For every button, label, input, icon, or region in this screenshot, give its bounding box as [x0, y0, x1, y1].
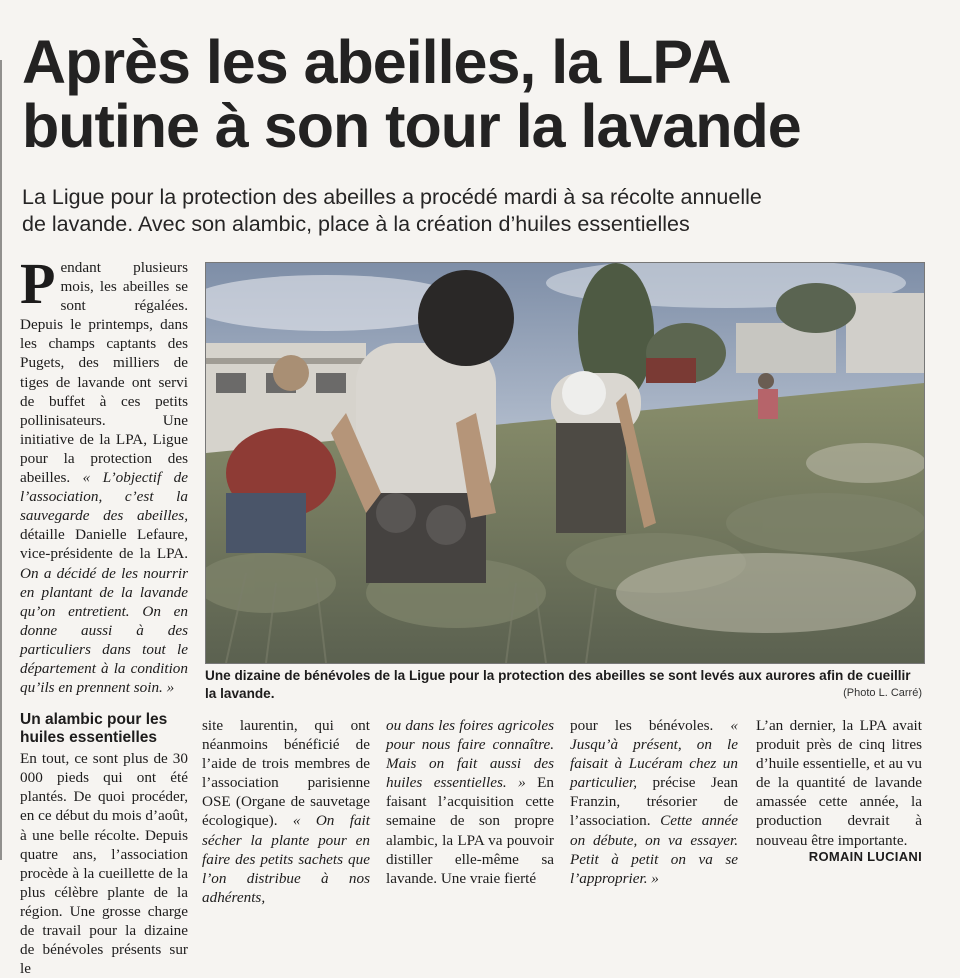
photo-credit: (Photo L. Carré) — [843, 687, 922, 699]
quote-text: ou dans les foires agricoles pour nous faire connaître. Mais on fait aussi des huiles essentielles. » — [386, 717, 554, 792]
intro-paragraph — [20, 251, 188, 697]
article-column-4 — [570, 716, 738, 888]
body-text: pour les bénévoles. — [570, 717, 731, 734]
quote-text: « L’objectif de l’association, c’est la sauvegarde des abeilles, — [20, 469, 188, 525]
lavender-harvest-photo — [205, 262, 925, 664]
attribution-text: précise Jean Franzin, trésorier de l’association. — [570, 774, 738, 830]
drop-cap: P — [20, 251, 56, 316]
article-headline — [22, 30, 942, 158]
quote-text: « Jusqu’à présent, on le faisait à Lucéram chez un particulier, — [570, 717, 738, 792]
article-column-2 — [202, 716, 370, 907]
attribution-text: détaille Danielle Lefaure, vice-présidente de la LPA. — [20, 526, 188, 563]
deck-line-2: de lavande. Avec son alambic, place à la création d’huiles essentielles — [22, 212, 690, 236]
body-paragraph-3 — [386, 716, 554, 888]
article-column-1 — [20, 251, 188, 978]
intro-text: endant plusieurs mois, les abeilles se sont régalées. Depuis le printemps, dans les champs captants des Pugets, des milliers de tiges de lavande ont servi de buffet à ces petits pollinisateurs. Une initiative de la LPA, Ligue pour la protection des abeilles. — [20, 259, 188, 487]
quote-text-2: Cette année on débute, on va essayer. Petit à petit on va se l’approprier. » — [570, 812, 738, 887]
article-deck — [22, 184, 942, 238]
page-edge-divider — [0, 60, 2, 860]
body-text: En faisant l’acquisition cette semaine de son propre alambic, la LPA va pouvoir distiller elle-même sa lavande. Une vraie fierté — [386, 774, 555, 887]
article-column-3 — [386, 716, 554, 888]
body-paragraph-2 — [202, 716, 370, 907]
headline-line-2: butine à son tour la lavande — [22, 92, 801, 160]
body-text: site laurentin, qui ont néanmoins bénéficié de l’aide de trois membres de l’association parisienne OSE (Organe de sauvetage écologique). — [202, 717, 370, 830]
photo-caption: Une dizaine de bénévoles de la Ligue pour la protection des abeilles se sont levés aux aurores afin de cueillir la lavande. — [205, 668, 911, 701]
deck-line-1: La Ligue pour la protection des abeilles a procédé mardi à sa récolte annuelle — [22, 185, 762, 209]
body-paragraph: En tout, ce sont plus de 30 000 pieds qui ont été plantés. De quoi procéder, en ce début du mois d’août, à une belle récolte. Depuis quatre ans, l’association procède à la cueillette de la plus célèbre plante de la région. Une grosse charge de travail pour la dizaine de bénévoles présents sur le — [20, 750, 188, 978]
body-paragraph-5: L’an dernier, la LPA avait produit près de cinq litres d’huile essentielle, et au vu de la quantité de lavande amassée cette année, la production devrait à nouveau être importante. — [756, 717, 922, 849]
author-byline: ROMAIN LUCIANI — [808, 849, 922, 864]
body-paragraph-4 — [570, 716, 738, 888]
article-column-5 — [756, 716, 922, 850]
quote-text: « On fait sécher la plante pour en faire des petits sachets que l’on distribue à nos adhérents, — [202, 812, 370, 906]
section-subhead: Un alambic pour les huiles essentielles — [20, 711, 168, 747]
headline-line-1: Après les abeilles, la LPA — [22, 28, 731, 96]
quote-text-2: On a décidé de les nourrir en plantant de la lavande qu’on entretient. On en donne aussi à des particuliers dans tout le département à la condition qu’ils en prennent soin. » — [20, 564, 188, 697]
